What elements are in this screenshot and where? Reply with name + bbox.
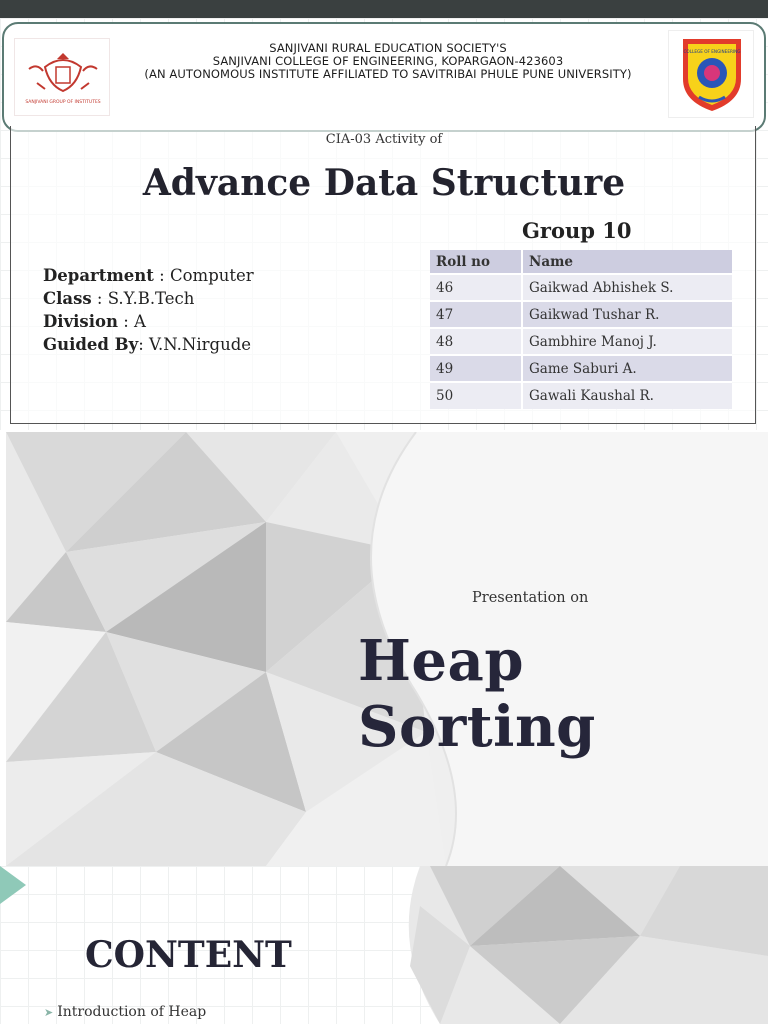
roll-cell: 49 xyxy=(430,355,522,382)
heap-sorting-title-slide xyxy=(6,432,768,866)
table-row xyxy=(430,301,732,328)
content-heading: CONTENT xyxy=(85,934,292,976)
activity-label: CIA-03 Activity of xyxy=(325,132,443,147)
sanjivani-group-logo xyxy=(14,38,110,116)
left-logo-text: SANJIVANI GROUP OF INSTITUTES xyxy=(25,100,101,105)
college-name: SANJIVANI COLLEGE OF ENGINEERING, KOPARGAON-423603 xyxy=(212,54,564,68)
content-slide xyxy=(0,866,768,1024)
top-bar xyxy=(0,0,768,18)
title-slide xyxy=(0,18,768,430)
table-header-row xyxy=(430,250,732,274)
college-crest-logo xyxy=(668,30,754,118)
corner-accent xyxy=(0,866,26,904)
division-line: Division : A xyxy=(43,312,146,331)
list-item xyxy=(44,1004,206,1020)
column-header-name: Name xyxy=(522,250,732,274)
table-row xyxy=(430,328,732,355)
course-info xyxy=(43,264,254,356)
bullet-text: Introduction of Heap xyxy=(57,1004,207,1020)
column-header-roll: Roll no xyxy=(430,250,522,274)
name-cell: Gambhire Manoj J. xyxy=(522,328,732,355)
department-line: Department : Computer xyxy=(43,266,254,285)
name-cell: Game Saburi A. xyxy=(522,355,732,382)
roll-cell: 47 xyxy=(430,301,522,328)
bullet-arrow-icon: ➤ xyxy=(44,1006,54,1019)
right-logo-text: COLLEGE OF ENGINEERING xyxy=(683,49,741,54)
roll-cell: 50 xyxy=(430,382,522,409)
group-members-table xyxy=(430,250,732,409)
roll-cell: 48 xyxy=(430,328,522,355)
table-row xyxy=(430,274,732,301)
institute-header xyxy=(2,22,766,132)
table-row xyxy=(430,355,732,382)
class-line: Class : S.Y.B.Tech xyxy=(43,289,195,308)
name-cell: Gawali Kaushal R. xyxy=(522,382,732,409)
guide-line: Guided By: V.N.Nirgude xyxy=(43,335,252,354)
group-label: Group 10 xyxy=(522,218,632,243)
society-name: SANJIVANI RURAL EDUCATION SOCIETY'S xyxy=(269,41,507,55)
roll-cell: 46 xyxy=(430,274,522,301)
table-row xyxy=(430,382,732,409)
institute-name-block xyxy=(114,42,662,81)
name-cell: Gaikwad Abhishek S. xyxy=(522,274,732,301)
presentation-subtitle: Presentation on xyxy=(472,590,589,606)
affiliation-text: (AN AUTONOMOUS INSTITUTE AFFILIATED TO SAVITRIBAI PHULE PUNE UNIVERSITY) xyxy=(144,67,632,81)
presentation-title: Heap Sorting xyxy=(358,628,596,760)
course-title: Advance Data Structure xyxy=(142,162,626,204)
name-cell: Gaikwad Tushar R. xyxy=(522,301,732,328)
